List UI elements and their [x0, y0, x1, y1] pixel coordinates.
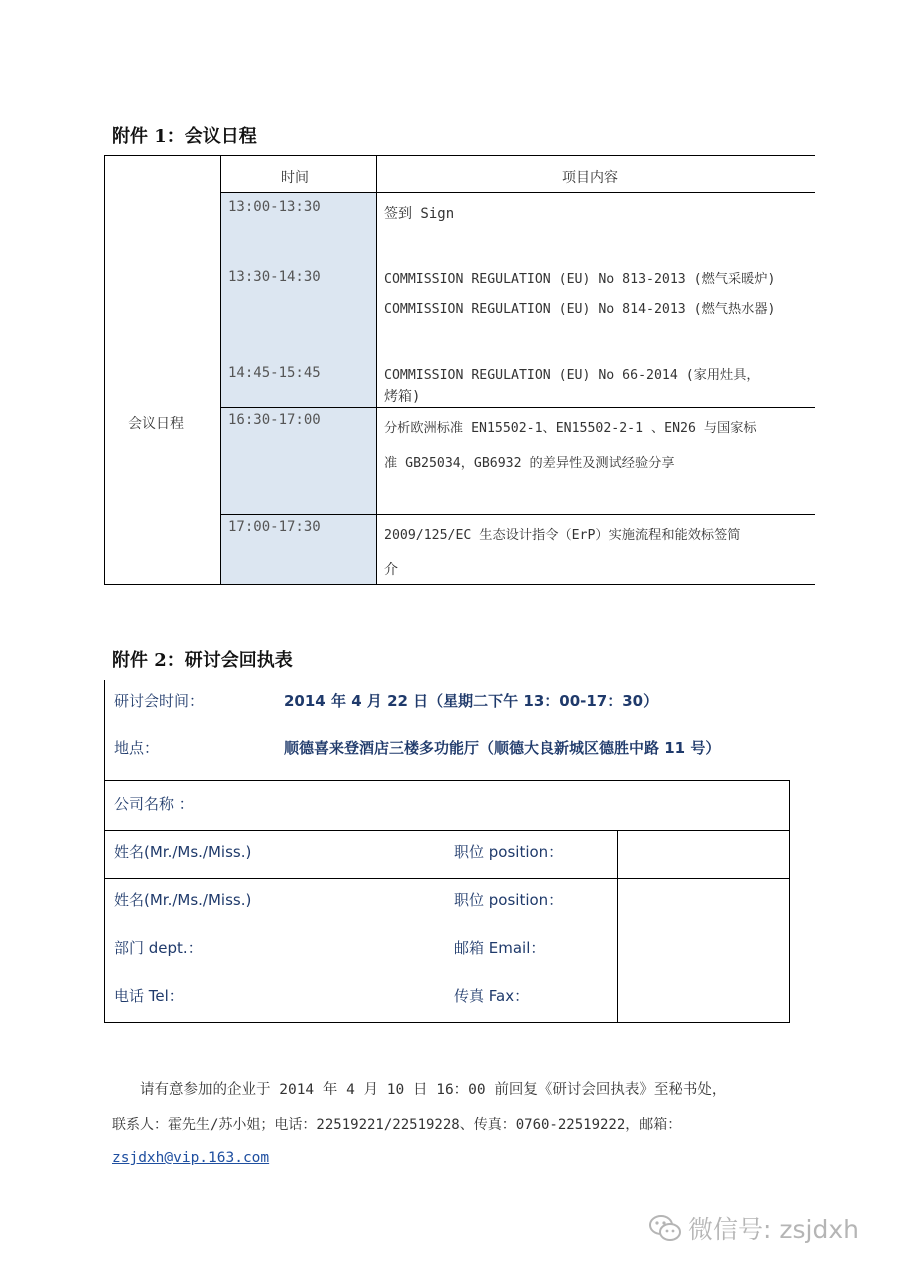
time-cell: 14:45-15:45 [228, 365, 321, 381]
content-cell: COMMISSION REGULATION (EU) No 813-2013 (燃气采暖炉) [384, 272, 776, 287]
content-cell: 分析欧洲标准 EN15502-1、EN15502-2-1 、EN26 与国家标 [384, 421, 757, 436]
wechat-watermark [648, 1208, 859, 1248]
name-label: 姓名(Mr./Ms./Miss.) [114, 843, 252, 861]
dept-label: 部门 dept.： [114, 939, 203, 957]
position-label: 职位 position： [454, 843, 564, 861]
content-cell: 2009/125/EC 生态设计指令（ErP）实施流程和能效标签简 [384, 528, 741, 543]
attachment-2-heading: 附件 2：研讨会回执表 [112, 650, 293, 671]
position-label: 职位 position： [454, 891, 564, 909]
content-cell: 介 [384, 562, 398, 578]
time-cell: 16:30-17:00 [228, 412, 321, 428]
note-line-1: 请有意参加的企业于 2014 年 4 月 10 日 16：00 前回复《研讨会回执表》至秘书处， [140, 1082, 727, 1098]
col-header-content: 项目内容 [562, 170, 618, 186]
wechat-icon [648, 1213, 682, 1243]
tel-label: 电话 Tel： [114, 987, 184, 1005]
attachment-1-heading: 附件 1：会议日程 [112, 126, 257, 147]
content-cell: COMMISSION REGULATION (EU) No 66-2014 (家用灶具， [384, 368, 760, 383]
content-cell: 烤箱) [384, 389, 421, 405]
company-name-label: 公司名称 ： [114, 795, 194, 813]
note-line-2: 联系人：霍先生/苏小姐；电话：22519221/22519228、传真：0760-22519222，邮箱： [112, 1117, 682, 1133]
reply-form-table [104, 680, 790, 1023]
meeting-time-label: 研讨会时间： [114, 692, 205, 710]
email-label: 邮箱 Email： [454, 939, 546, 957]
col-header-time: 时间 [281, 170, 309, 186]
schedule-table [104, 155, 815, 585]
time-cell: 17:00-17:30 [228, 519, 321, 535]
place-value: 顺德喜来登酒店三楼多功能厅（顺德大良新城区德胜中路 11 号） [284, 739, 721, 757]
time-cell: 13:30-14:30 [228, 269, 321, 285]
row-header: 会议日程 [128, 416, 184, 432]
meeting-time-value: 2014 年 4 月 22 日（星期二下午 13：00-17：30） [284, 692, 659, 710]
contact-email-link[interactable]: zsjdxh@vip.163.com [112, 1150, 270, 1166]
place-label: 地点： [114, 739, 160, 757]
name-label: 姓名(Mr./Ms./Miss.) [114, 891, 252, 909]
watermark-text: 微信号: zsjdxh [688, 1215, 859, 1244]
content-cell: COMMISSION REGULATION (EU) No 814-2013 (燃气热水器) [384, 302, 776, 317]
content-cell: 签到 Sign [384, 206, 455, 222]
time-cell: 13:00-13:30 [228, 199, 321, 215]
fax-label: 传真 Fax： [454, 987, 530, 1005]
content-cell: 准 GB25034，GB6932 的差异性及测试经验分享 [384, 456, 675, 471]
